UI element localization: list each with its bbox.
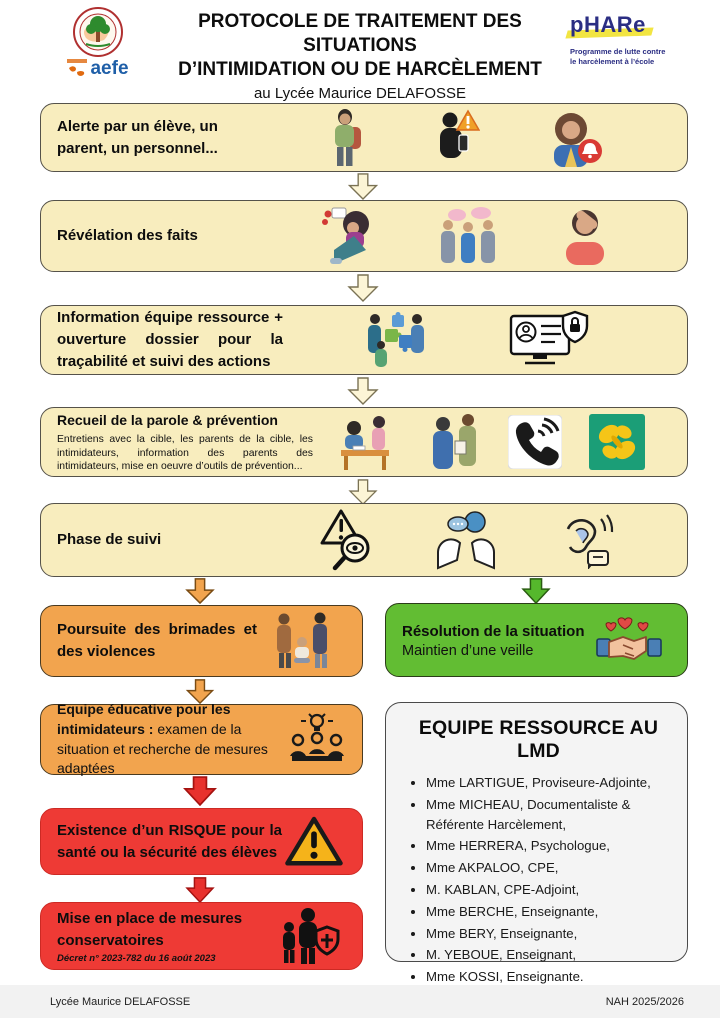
resolution-title: Résolution de la situation bbox=[402, 623, 585, 641]
risque-text: Existence d’un RISQUE pour la santé ou la sécurité des élèves bbox=[57, 821, 282, 861]
resource-team-title: EQUIPE RESSOURCE AU LMD bbox=[418, 717, 659, 762]
equipe-educative-icons bbox=[288, 712, 346, 768]
flow-box-resolution bbox=[385, 603, 688, 677]
poursuite-icons bbox=[257, 612, 346, 670]
team-member: • Mme MICHEAU, Documentaliste & Référente Harcèlement, bbox=[426, 795, 677, 835]
team-member: • Mme AKPALOO, CPE, bbox=[426, 858, 677, 878]
dialogue-heads-icon bbox=[434, 510, 498, 570]
red-down-arrow-icon bbox=[180, 776, 220, 806]
resource-team-list bbox=[400, 773, 677, 987]
phare-logo bbox=[570, 12, 690, 67]
flow-box-alerte bbox=[40, 103, 688, 172]
recueil-body: Entretiens avec la cible, les parents de la cible, les intimidateurs, information des parents des intimidateurs, mise en oeuvre d’outils de prévention... bbox=[57, 434, 313, 473]
facepalm-icon bbox=[562, 207, 608, 265]
school-emblem-logo bbox=[72, 6, 124, 58]
phone-alert-person-icon bbox=[432, 109, 480, 167]
group-gossip-icon bbox=[437, 207, 499, 265]
suivi-text: Phase de suivi bbox=[57, 531, 162, 549]
interview-desk-icon bbox=[339, 413, 401, 471]
title-subtitle: au Lycée Maurice DELAFOSSE bbox=[253, 85, 467, 103]
flow-box-equipe-educative bbox=[40, 701, 363, 777]
alerte-icons bbox=[257, 109, 671, 167]
bullying-scene-icon bbox=[272, 612, 332, 670]
teamwork-puzzle-icon bbox=[365, 311, 427, 369]
alerte-text: Alerte par un élève, un parent, un personnel... bbox=[57, 117, 218, 157]
resolution-subtitle: Maintien d’une veille bbox=[402, 642, 534, 659]
down-arrow-icon bbox=[346, 479, 380, 505]
orange-down-arrow-icon bbox=[183, 578, 217, 604]
suivi-icons bbox=[257, 509, 671, 571]
phone-icon bbox=[508, 415, 562, 469]
down-arrow-icon bbox=[346, 377, 380, 405]
header bbox=[0, 0, 720, 103]
secure-file-monitor-icon bbox=[509, 310, 589, 370]
poster-title bbox=[160, 10, 560, 102]
recueil-title: Recueil de la parole & prévention bbox=[57, 412, 278, 429]
footer bbox=[0, 985, 720, 1018]
phare-tagline-2: le harcèlement à l’école bbox=[570, 57, 655, 67]
phare-wordmark: pHARe bbox=[570, 12, 646, 37]
team-member: • Mme LARTIGUE, Proviseure-Adjointe, bbox=[426, 773, 677, 793]
phare-tagline-1: Programme de lutte contre bbox=[570, 47, 666, 56]
flow-box-suivi bbox=[40, 503, 688, 577]
recueil-textblock bbox=[57, 410, 313, 474]
footer-reference: NAH 2025/2026 bbox=[605, 995, 684, 1008]
school-logos bbox=[52, 6, 144, 79]
equipe-educative-rest: examen de la situation et recherche de mesures adaptées bbox=[57, 720, 268, 777]
flow-box-recueil bbox=[40, 407, 688, 477]
risque-icons bbox=[282, 814, 346, 870]
footer-school-name: Lycée Maurice DELAFOSSE bbox=[50, 995, 191, 1008]
flow-box-mesures bbox=[40, 902, 363, 970]
woman-bell-alert-icon bbox=[549, 109, 603, 167]
student-icon bbox=[326, 109, 364, 167]
vigilance-magnifier-icon bbox=[315, 509, 377, 571]
team-member: • Mme KOSSI, Enseignante. bbox=[426, 967, 677, 987]
flow-box-poursuite bbox=[40, 605, 363, 677]
team-member: • Mme BERY, Enseignante, bbox=[426, 924, 677, 944]
listening-ear-icon bbox=[556, 511, 614, 569]
brainstorm-meeting-icon bbox=[288, 712, 346, 768]
butterfly-icon bbox=[589, 414, 645, 470]
equipe-educative-bold: Equipe éducative pour les intimidateurs : bbox=[57, 701, 231, 737]
aefe-logo bbox=[67, 59, 128, 79]
resolution-icons bbox=[587, 612, 671, 668]
phare-tagline bbox=[570, 47, 690, 67]
information-icons bbox=[283, 310, 671, 370]
down-arrow-icon bbox=[346, 173, 380, 200]
resolution-textblock bbox=[402, 621, 587, 659]
equipe-educative-text bbox=[57, 700, 288, 778]
team-member: • Mme BERCHE, Enseignante, bbox=[426, 902, 677, 922]
flow-box-risque bbox=[40, 808, 363, 875]
mesures-note: Décret n° 2023-782 du 16 août 2023 bbox=[57, 953, 216, 965]
recueil-icons bbox=[313, 413, 671, 471]
team-member: • M. KABLAN, CPE-Adjoint, bbox=[426, 880, 677, 900]
team-member: • M. YEBOUE, Enseignant, bbox=[426, 945, 677, 965]
aefe-wordmark: aefe bbox=[90, 58, 129, 79]
handshake-hearts-icon bbox=[596, 612, 662, 668]
flow-box-information bbox=[40, 305, 688, 375]
mesures-textblock bbox=[57, 908, 272, 965]
poursuite-text: Poursuite des brimades et des violences bbox=[57, 621, 257, 660]
red-down-arrow-icon bbox=[180, 877, 220, 903]
title-line-1: PROTOCOLE DE TRAITEMENT DES SITUATIONS bbox=[198, 11, 522, 56]
warning-triangle-icon bbox=[283, 814, 345, 870]
guardian-shield-icon bbox=[278, 907, 340, 965]
revelation-icons bbox=[257, 206, 671, 266]
green-down-arrow-icon bbox=[518, 578, 554, 604]
cyberbullied-girl-icon bbox=[320, 206, 374, 266]
adults-discussion-icon bbox=[428, 413, 482, 471]
mesures-icons bbox=[272, 907, 346, 965]
team-member: • Mme HERRERA, Psychologue, bbox=[426, 836, 677, 856]
title-line-2: D’INTIMIDATION OU DE HARCÈLEMENT bbox=[178, 58, 542, 80]
down-arrow-icon bbox=[346, 274, 380, 302]
resource-team-panel bbox=[385, 702, 688, 985]
flow-box-revelation bbox=[40, 200, 688, 272]
revelation-text: Révélation des faits bbox=[57, 227, 198, 245]
information-text: Information équipe ressource + ouverture dossier pour la traçabilité et suivi des actions bbox=[57, 309, 283, 370]
aefe-map-icon bbox=[67, 59, 87, 79]
mesures-title: Mise en place de mesures conservatoires bbox=[57, 909, 243, 949]
